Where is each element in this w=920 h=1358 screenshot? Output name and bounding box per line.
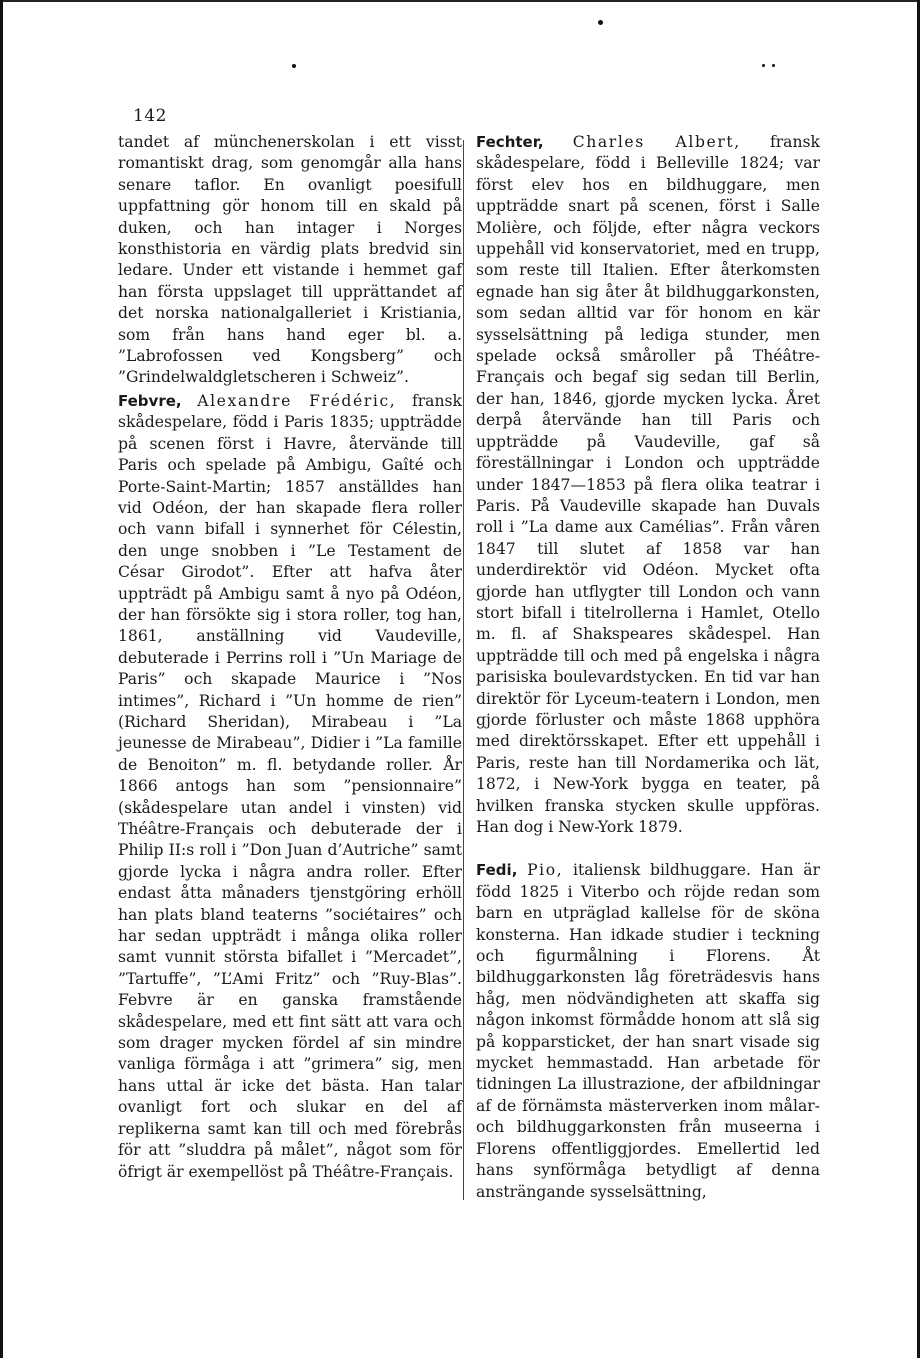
- entry-text: fransk skådespelare, född i Paris 1835; uppträdde på scenen först i Havre, återvände till Paris och spelade på Ambigu, Gaîté och Porte-Saint-Martin; 1857 anställdes han vid Odéon, der han skapade flera roller och vann bifall i synnerhet för Célestin, den unge snobben i ”Le Testament de César Girodot”. Efter att hafva åter uppträdt på Ambigu samt å nyo på Odéon, der han försökte sig i stora roller, tog han, 1861, anställning vid Vaudeville, debuterade i Perrins roll i ”Un Mariage de Paris” och skapade Maurice i ”Nos intimes”, Richard i ”Un homme de rien” (Richard Sheridan), Mirabeau i ”La jeunesse de Mirabeau”, Didier i ”La famille de Benoiton” m. fl. betydande roller. År 1866 antogs han som ”pensionnaire” (skådespelare utan andel i vinsten) vid Théâtre-Français och debuterade der i Philip II:s roll i ”Don Juan d’Autriche” samt gjorde lycka i några andra roller. Efter endast åtta månaders tjenstgöring erhöll han plats bland teaterns ”sociétaires” och har sedan uppträdt i många olika roller samt vunnit största bifallet i ”Mercadet”, ”Tartuffe”, ”L’Ami Fritz” och ”Ruy-Blas”. Febvre är en ganska framstående skådespelare, med ett fint sätt att vara och som drager mycken fördel af sin mindre vanliga förmåga i att ”grimera” sig, men hans uttal är icke det bästa. Han talar ovanligt fort och slukar en del af replikerna samt kan till och med förebrås för att ”sluddra på målet”, något som för öfrigt är exempellöst på Théâtre-Français.: [118, 391, 462, 1181]
- entry-name: Pio,: [527, 861, 564, 880]
- scan-edge-left: [0, 0, 3, 1358]
- page-number: 142: [133, 106, 167, 126]
- entry-fechter: [476, 132, 820, 838]
- entry-headword: Febvre,: [118, 391, 182, 410]
- entry-headword: Fedi,: [476, 861, 518, 880]
- left-column: [118, 132, 462, 1183]
- entry-text: italiensk bildhuggare. Han är född 1825 i Viterbo och röjde redan som barn en utpräglad kallelse för de sköna konsterna. Han idkade studier i teckning och figurmålning i Florens. Åt bildhuggarkonsten låg företrädesvis hans håg, men nödvändigheten att skaffa sig någon inkomst förmådde honom att slå sig på kopparsticket, der han snart visade sig mycket hemmastadd. Han arbetade för tidningen La illustrazione, der afbildningar af de förnämsta mästerverken inom målar- och bildhuggarkonsten från museerna i Florens offentliggjordes. Emellertid led hans synförmåga betydligt af denna ansträngande sysselsättning,: [476, 861, 820, 1201]
- column-divider: [463, 140, 464, 1200]
- scan-edge-top: [0, 0, 920, 2]
- entry-text: tandet af münchenerskolan i ett visst romantiskt drag, som genomgår alla hans senare taflor. En ovanligt poesifull uppfattning gör honom till en skald på duken, och han intager i Norges konsthistoria en värdig plats bredvid sin ledare. Under ett vistande i hemmet gaf han första uppslaget till upprättandet af det norska nationalgalleriet i Kristiania, som från hans hand eger bl. a. ”Labrofossen ved Kongsberg” och ”Grindelwaldgletscheren i Schweiz”.: [118, 133, 462, 387]
- entry-fedi: [476, 860, 820, 1203]
- entry-name: Alexandre Frédéric,: [197, 391, 397, 410]
- entry-text: fransk skådespelare, född i Belleville 1824; var först elev hos en bildhuggare, men uppträdde snart på scenen, först i Salle Molière, och följde, efter några veckors uppehåll vid konservatoriet, med en trupp, som reste till Italien. Efter återkomsten egnade han sig åter åt bildhuggarkonsten, som sedan alltid var för honom en kär sysselsättning på lediga stunder, men spelade också småroller på Théâtre-Français och begaf sig sedan till Berlin, der han, 1846, gjorde mycken lycka. Året derpå återvände han till Paris och uppträdde på Vaudeville, gaf så föreställningar i London och uppträdde under 1847—1853 på flera olika teatrar i Paris. På Vaudeville skapade han Duvals roll i ”La dame aux Camélias”. Från våren 1847 till slutet af 1858 var han underdirektör vid Odéon. Mycket ofta gjorde han utflygter till London och vann stort bifall i titelrollerna i Hamlet, Otello m. fl. af Shakspeares skådespel. Han uppträdde till och med på engelska i några parisiska boulevardstycken. En tid var han direktör för Lyceum-teatern i London, men gjorde förluster och måste 1868 upphöra med direktörsskapet. Efter ett uppehåll i Paris, reste han till Nordamerika och lät, 1872, i New-York bygga en teater, på hvilken franska stycken skulle uppföras. Han dog i New-York 1879.: [476, 133, 820, 836]
- scan-speck: [598, 20, 603, 25]
- entry-name: Charles Albert,: [572, 133, 741, 151]
- entry-headword: Fechter,: [476, 133, 544, 151]
- entry-continuation: [118, 132, 462, 389]
- scan-speck: [292, 64, 296, 68]
- entry-febvre: [118, 391, 462, 1183]
- scan-speck: [772, 64, 775, 67]
- right-column: [468, 132, 820, 1203]
- scan-speck: [762, 64, 765, 67]
